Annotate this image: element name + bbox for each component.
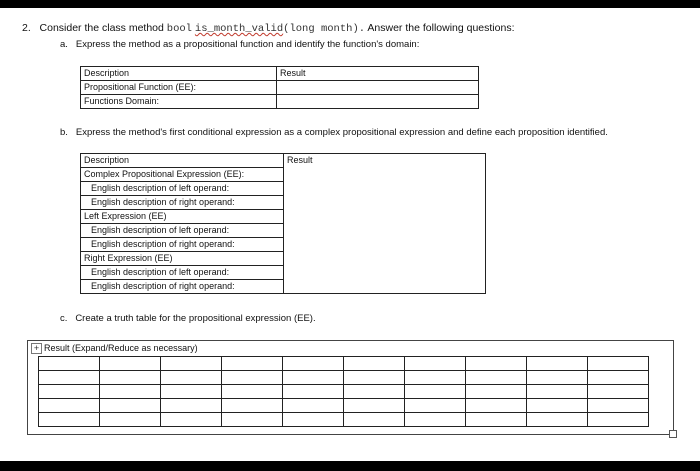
row-label: English description of right operand:: [81, 280, 284, 294]
row-label: Complex Propositional Expression (EE):: [81, 168, 284, 182]
question-number: 2.: [22, 22, 31, 34]
truth-table-cell[interactable]: [161, 357, 222, 371]
part-a-line: [60, 38, 419, 51]
truth-table-cell[interactable]: [405, 385, 466, 399]
part-b-line: [60, 126, 608, 139]
row-label: Functions Domain:: [81, 95, 277, 109]
truth-table-cell[interactable]: [161, 371, 222, 385]
truth-table-cell[interactable]: [588, 357, 649, 371]
table-row: [39, 413, 649, 427]
document-page: [0, 8, 700, 461]
part-a-table: [80, 66, 479, 109]
truth-table-cell[interactable]: [405, 371, 466, 385]
part-a-label: a.: [60, 39, 68, 50]
truth-table-cell[interactable]: [588, 399, 649, 413]
part-c-line: [60, 312, 316, 325]
truth-table-cell[interactable]: [344, 357, 405, 371]
truth-table: [38, 356, 649, 427]
result-cell[interactable]: [277, 95, 479, 109]
part-a-text: Express the method as a propositional function and identify the function's domain:: [75, 39, 420, 50]
part-c-label: c.: [60, 313, 68, 324]
header-result: Result: [277, 67, 479, 81]
truth-table-cell[interactable]: [222, 399, 283, 413]
truth-table-cell[interactable]: [527, 357, 588, 371]
table-row: [39, 357, 649, 371]
truth-table-cell[interactable]: [466, 371, 527, 385]
truth-table-cell[interactable]: [588, 413, 649, 427]
truth-table-cell[interactable]: [466, 357, 527, 371]
truth-table-cell[interactable]: [283, 385, 344, 399]
row-label: English description of left operand:: [81, 266, 284, 280]
truth-table-cell[interactable]: [588, 371, 649, 385]
row-label: Right Expression (EE): [81, 252, 284, 266]
truth-table-cell[interactable]: [344, 371, 405, 385]
truth-table-cell[interactable]: [405, 357, 466, 371]
code-params: (long month).: [283, 23, 366, 35]
header-result[interactable]: Result: [284, 154, 486, 294]
header-description: Description: [81, 154, 284, 168]
truth-table-cell[interactable]: [527, 413, 588, 427]
truth-table-cell[interactable]: [527, 385, 588, 399]
truth-table-cell[interactable]: [344, 385, 405, 399]
truth-table-cell[interactable]: [283, 371, 344, 385]
truth-table-cell[interactable]: [161, 385, 222, 399]
row-label: Left Expression (EE): [81, 210, 284, 224]
truth-table-cell[interactable]: [405, 399, 466, 413]
truth-table-cell[interactable]: [100, 357, 161, 371]
truth-table-cell[interactable]: [283, 357, 344, 371]
truth-table-cell[interactable]: [527, 371, 588, 385]
truth-table-cell[interactable]: [161, 413, 222, 427]
row-label: English description of left operand:: [81, 224, 284, 238]
truth-table-cell[interactable]: [100, 413, 161, 427]
truth-table-cell[interactable]: [466, 399, 527, 413]
table-header-row: [81, 67, 479, 81]
truth-table-cell[interactable]: [222, 371, 283, 385]
part-b-table: [80, 153, 486, 294]
row-label: Propositional Function (EE):: [81, 81, 277, 95]
truth-table-cell[interactable]: [222, 385, 283, 399]
truth-table-cell[interactable]: [588, 385, 649, 399]
truth-table-cell[interactable]: [39, 371, 100, 385]
truth-table-cell[interactable]: [100, 371, 161, 385]
row-label: English description of left operand:: [81, 182, 284, 196]
truth-table-cell[interactable]: [39, 399, 100, 413]
part-b-label: b.: [60, 127, 68, 138]
truth-table-cell[interactable]: [100, 399, 161, 413]
move-handle-icon[interactable]: +: [31, 343, 42, 354]
code-method-name: is_month_valid: [194, 23, 284, 35]
truth-table-cell[interactable]: [100, 385, 161, 399]
truth-table-cell[interactable]: [527, 399, 588, 413]
result-title: [31, 343, 198, 354]
truth-table-cell[interactable]: [283, 413, 344, 427]
truth-table-result-box[interactable]: [27, 340, 674, 435]
truth-table-cell[interactable]: [283, 399, 344, 413]
table-row: [39, 385, 649, 399]
truth-table-cell[interactable]: [405, 413, 466, 427]
truth-table-cell[interactable]: [39, 413, 100, 427]
truth-table-cell[interactable]: [344, 399, 405, 413]
truth-table-cell[interactable]: [222, 357, 283, 371]
table-row: [81, 95, 479, 109]
truth-table-cell[interactable]: [39, 357, 100, 371]
part-b-text: Express the method's first conditional expression as a complex propositional expression and define each proposition identified.: [75, 127, 608, 138]
truth-table-cell[interactable]: [161, 399, 222, 413]
row-label: English description of right operand:: [81, 238, 284, 252]
question-tail: Answer the following questions:: [367, 22, 515, 34]
truth-table-cell[interactable]: [466, 385, 527, 399]
result-title-text: Result (Expand/Reduce as necessary): [44, 343, 198, 353]
header-description: Description: [81, 67, 277, 81]
row-label: English description of right operand:: [81, 196, 284, 210]
question-line: [22, 22, 515, 36]
table-row: [39, 371, 649, 385]
truth-table-cell[interactable]: [39, 385, 100, 399]
truth-table-cell[interactable]: [344, 413, 405, 427]
table-row: [39, 399, 649, 413]
table-header-row: [81, 154, 486, 168]
resize-handle[interactable]: [669, 430, 677, 438]
code-return-type: bool: [166, 23, 192, 35]
truth-table-cell[interactable]: [466, 413, 527, 427]
table-row: [81, 81, 479, 95]
result-cell[interactable]: [277, 81, 479, 95]
truth-table-cell[interactable]: [222, 413, 283, 427]
part-c-text: Create a truth table for the propositional expression (EE).: [75, 313, 316, 324]
question-intro: Consider the class method: [39, 22, 164, 34]
